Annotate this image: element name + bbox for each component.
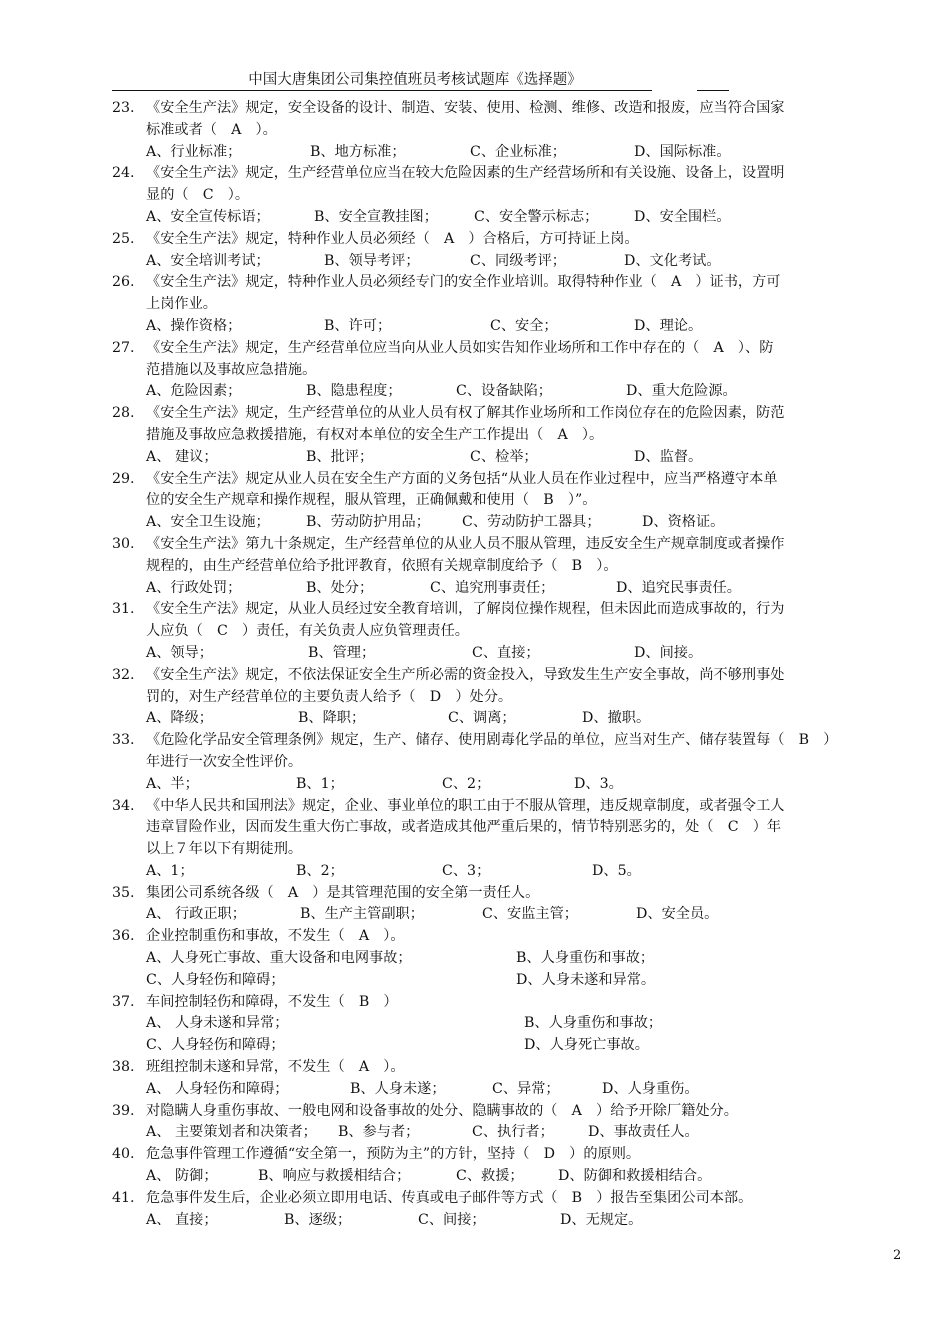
answer-option: C、同级考评； — [470, 252, 566, 269]
question-line — [112, 1057, 912, 1079]
answer-option: B、批评； — [306, 448, 374, 465]
question-number: 31. — [112, 601, 135, 618]
answer-option: B、处分； — [306, 579, 374, 596]
answer-option: C、安监主管； — [482, 906, 578, 923]
answer-option: B、安全宣教挂图； — [314, 208, 438, 225]
answer-option: A、 人身未遂和异常； — [146, 1015, 289, 1032]
question-line — [112, 1101, 912, 1123]
options-row — [112, 861, 912, 883]
answer-option: C、异常； — [492, 1080, 560, 1097]
answer-option: A、半； — [146, 775, 199, 792]
question-line — [112, 687, 912, 709]
answer-option: D、安全员。 — [636, 906, 719, 923]
answer-option: A、危险因素； — [146, 383, 242, 400]
question-item — [112, 272, 912, 337]
answer-option: B、生产主管副职； — [300, 906, 424, 923]
answer-option: C、安全； — [490, 317, 558, 334]
question-number: 33. — [112, 732, 135, 749]
question-number: 27. — [112, 339, 135, 356]
question-item — [112, 992, 912, 1057]
answer-option: D、人身未遂和异常。 — [516, 971, 656, 988]
answer-option: D、防御和救援相结合。 — [558, 1168, 712, 1185]
answer-option: D、安全围栏。 — [634, 208, 731, 225]
answer-option: D、文化考试。 — [624, 252, 721, 269]
options-row — [112, 447, 912, 469]
answer-option: D、撤职。 — [582, 710, 651, 727]
answer-option: C、劳动防护工器具； — [462, 514, 601, 531]
question-text: 人应负（ C ）责任，有关负责人应负管理责任。 — [146, 623, 469, 640]
question-item — [112, 599, 912, 664]
question-number: 35. — [112, 884, 135, 901]
answer-option: B、地方标准； — [310, 143, 406, 160]
question-number: 26. — [112, 274, 135, 291]
answer-option: D、5。 — [592, 862, 641, 879]
question-item — [112, 1188, 912, 1232]
question-number: 34. — [112, 797, 135, 814]
question-list — [112, 98, 912, 1231]
options-row — [112, 774, 912, 796]
question-text: 车间控制轻伤和障碍，不发生（ B ） — [146, 993, 398, 1010]
page-number: 2 — [893, 1248, 902, 1263]
question-line — [112, 1144, 912, 1166]
question-line — [112, 752, 912, 774]
page-header — [112, 68, 718, 92]
question-line — [112, 294, 912, 316]
answer-option: A、1； — [146, 862, 194, 879]
answer-option: A、行政处罚； — [146, 579, 242, 596]
answer-option: A、 人身轻伤和障碍； — [146, 1080, 289, 1097]
options-row — [112, 142, 912, 164]
question-number: 29. — [112, 470, 135, 487]
question-line — [112, 185, 912, 207]
question-item — [112, 796, 912, 883]
question-text: 措施及事故应急救援措施，有权对本单位的安全生产工作提出（ A ）。 — [146, 426, 604, 443]
answer-option: A、 建议； — [146, 448, 218, 465]
question-line — [112, 163, 912, 185]
options-row — [112, 251, 912, 273]
question-number: 24. — [112, 165, 135, 182]
question-line — [112, 883, 912, 905]
options-row — [112, 512, 912, 534]
question-text: 《危险化学品安全管理条例》规定，生产、储存、使用剧毒化学品的单位，应当对生产、储存装置每（ B ） — [146, 732, 838, 749]
answer-option: D、3。 — [574, 775, 623, 792]
options-row — [112, 643, 912, 665]
answer-option: D、重大危险源。 — [626, 383, 737, 400]
question-line — [112, 98, 912, 120]
question-line — [112, 534, 912, 556]
answer-option: B、隐患程度； — [306, 383, 402, 400]
answer-option: A、安全培训考试； — [146, 252, 270, 269]
header-rule — [112, 90, 652, 91]
answer-option: B、1； — [296, 775, 344, 792]
answer-option: C、设备缺陷； — [456, 383, 552, 400]
answer-option: B、劳动防护用品； — [306, 514, 430, 531]
question-line — [112, 556, 912, 578]
question-line — [112, 120, 912, 142]
question-text: 《安全生产法》第九十条规定，生产经营单位的从业人员不服从管理，违反安全生产规章制度或者操作 — [146, 535, 785, 552]
question-text: 班组控制未遂和异常，不发生（ A ）。 — [146, 1059, 405, 1076]
question-text: 《安全生产法》规定，特种作业人员必须经（ A ）合格后，方可持证上岗。 — [146, 230, 639, 247]
question-line — [112, 599, 912, 621]
question-text: 《安全生产法》规定，安全设备的设计、制造、安装、使用、检测、维修、改造和报废，应当符合国家 — [146, 100, 785, 116]
answer-option: A、降级； — [146, 710, 213, 727]
options-row — [112, 1013, 912, 1035]
answer-option: A、安全卫生设施； — [146, 514, 270, 531]
options-row — [112, 316, 912, 338]
question-line — [112, 469, 912, 491]
question-text: 范措施以及事故应急措施。 — [146, 361, 317, 378]
question-line — [112, 796, 912, 818]
question-line — [112, 926, 912, 948]
options-row — [112, 1166, 912, 1188]
question-number: 41. — [112, 1189, 135, 1206]
options-row — [112, 207, 912, 229]
answer-option: C、直接； — [472, 644, 540, 661]
question-text: 《中华人民共和国刑法》规定，企业、事业单位的职工由于不服从管理，违反规章制度，或者强令工人 — [146, 797, 785, 814]
question-line — [112, 621, 912, 643]
answer-option: D、国际标准。 — [634, 143, 731, 160]
question-item — [112, 338, 912, 403]
question-number: 39. — [112, 1102, 135, 1119]
answer-option: C、企业标准； — [470, 143, 566, 160]
question-number: 23. — [112, 100, 135, 116]
answer-option: C、2； — [442, 775, 491, 792]
answer-option: C、间接； — [418, 1211, 486, 1228]
question-text: 位的安全生产规章和操作规程，服从管理，正确佩戴和使用（ B ）”。 — [146, 492, 597, 509]
question-text: 《安全生产法》规定，特种作业人员必须经专门的安全作业培训。取得特种作业（ A ）证书，方可 — [146, 274, 781, 291]
question-number: 32. — [112, 666, 135, 683]
question-text: 规程的，由生产经营单位给予批评教育，依照有关规章制度给予（ B ）。 — [146, 557, 618, 574]
answer-option: C、检举； — [470, 448, 538, 465]
answer-option: A、 防御； — [146, 1168, 218, 1185]
question-line — [112, 425, 912, 447]
question-item — [112, 229, 912, 273]
question-text: 年进行一次安全性评价。 — [146, 753, 303, 770]
question-text: 《安全生产法》规定，生产经营单位的从业人员有权了解其作业场所和工作岗位存在的危险因素，防范 — [146, 405, 785, 422]
question-item — [112, 926, 912, 991]
question-text: 对隐瞒人身重伤事故、一般电网和设备事故的处分、隐瞒事故的（ A ）给予开除厂籍处分。 — [146, 1102, 738, 1119]
answer-option: C、人身轻伤和障碍； — [146, 1037, 285, 1054]
answer-option: D、事故责任人。 — [588, 1124, 699, 1141]
options-row — [112, 948, 912, 970]
question-number: 36. — [112, 928, 135, 945]
answer-option: B、人身重伤和事故； — [516, 950, 655, 967]
question-text: 《安全生产法》规定，从业人员经过安全教育培训，了解岗位操作规程，但未因此而造成事故的，行为 — [146, 601, 785, 618]
question-line — [112, 403, 912, 425]
question-text: 违章冒险作业，因而发生重大伤亡事故，或者造成其他严重后果的，情节特别恶劣的，处（ C ）年 — [146, 819, 782, 836]
answer-option: A、 行政正职； — [146, 906, 246, 923]
question-text: 危急事件发生后，企业必须立即用电话、传真或电子邮件等方式（ B ）报告至集团公司本部。 — [146, 1189, 753, 1206]
question-text: 企业控制重伤和事故，不发生（ A ）。 — [146, 928, 405, 945]
answer-option: A、 主要策划者和决策者； — [146, 1124, 317, 1141]
question-text: 危急事件管理工作遵循“安全第一，预防为主”的方针，坚持（ D ）的原则。 — [146, 1146, 641, 1163]
question-number: 40. — [112, 1146, 135, 1163]
answer-option: A、人身死亡事故、重大设备和电网事故； — [146, 950, 412, 967]
question-line — [112, 272, 912, 294]
answer-option: D、资格证。 — [642, 514, 725, 531]
answer-option: B、2； — [296, 862, 344, 879]
question-text: 《安全生产法》规定从业人员在安全生产方面的义务包括“从业人员在作业过程中，应当严格遵守本单 — [146, 470, 778, 487]
answer-option: B、逐级； — [284, 1211, 352, 1228]
question-text: 显的（ C ）。 — [146, 187, 250, 204]
options-row — [112, 904, 912, 926]
answer-option: C、救援； — [456, 1168, 524, 1185]
options-row — [112, 970, 912, 992]
question-text: 罚的，对生产经营单位的主要负责人给予（ D ）处分。 — [146, 688, 513, 705]
options-row — [112, 1122, 912, 1144]
question-line — [112, 730, 912, 752]
question-number: 38. — [112, 1059, 135, 1076]
answer-option: D、人身重伤。 — [602, 1080, 699, 1097]
question-item — [112, 665, 912, 730]
answer-option: B、降职； — [298, 710, 366, 727]
question-item — [112, 98, 912, 163]
answer-option: D、监督。 — [634, 448, 703, 465]
header-rule-short — [697, 90, 729, 91]
answer-option: B、人身未遂； — [350, 1080, 446, 1097]
question-line — [112, 229, 912, 251]
question-item — [112, 163, 912, 228]
question-number: 30. — [112, 535, 135, 552]
question-text: 《安全生产法》规定，生产经营单位应当向从业人员如实告知作业场所和工作中存在的（ A ）、防 — [146, 339, 774, 356]
question-text: 集团公司系统各级（ A ）是其管理范围的安全第一责任人。 — [146, 884, 540, 901]
answer-option: C、调离； — [448, 710, 516, 727]
question-item — [112, 534, 912, 599]
question-line — [112, 839, 912, 861]
answer-option: C、安全警示标志； — [474, 208, 599, 225]
question-item — [112, 730, 912, 795]
question-line — [112, 665, 912, 687]
question-line — [112, 817, 912, 839]
answer-option: B、人身重伤和事故； — [524, 1015, 663, 1032]
question-item — [112, 469, 912, 534]
answer-option: B、许可； — [324, 317, 392, 334]
answer-option: C、人身轻伤和障碍； — [146, 971, 285, 988]
question-item — [112, 1101, 912, 1145]
options-row — [112, 578, 912, 600]
answer-option: D、人身死亡事故。 — [524, 1037, 649, 1054]
options-row — [112, 381, 912, 403]
question-number: 25. — [112, 230, 135, 247]
options-row — [112, 1079, 912, 1101]
header-title: 中国大唐集团公司集控值班员考核试题库《选择题》 — [248, 72, 582, 88]
answer-option: C、3； — [442, 862, 491, 879]
answer-option: C、追究刑事责任； — [430, 579, 555, 596]
answer-option: D、无规定。 — [560, 1211, 643, 1228]
options-row — [112, 1035, 912, 1057]
question-line — [112, 1188, 912, 1210]
question-text: 《安全生产法》规定，生产经营单位应当在较大危险因素的生产经营场所和有关设施、设备上，设置明 — [146, 165, 785, 182]
question-number: 28. — [112, 405, 135, 422]
answer-option: D、理论。 — [634, 317, 703, 334]
question-line — [112, 992, 912, 1014]
answer-option: A、操作资格； — [146, 317, 242, 334]
question-item — [112, 1057, 912, 1101]
question-line — [112, 338, 912, 360]
question-line — [112, 360, 912, 382]
question-number: 37. — [112, 993, 135, 1010]
question-text: 以上７年以下有期徒刑。 — [146, 841, 303, 858]
question-item — [112, 403, 912, 468]
answer-option: B、响应与救援相结合； — [258, 1168, 411, 1185]
question-item — [112, 1144, 912, 1188]
answer-option: B、领导考评； — [324, 252, 420, 269]
answer-option: A、行业标准； — [146, 143, 242, 160]
question-item — [112, 883, 912, 927]
answer-option: A、 直接； — [146, 1211, 218, 1228]
answer-option: D、追究民事责任。 — [616, 579, 741, 596]
question-line — [112, 490, 912, 512]
options-row — [112, 1210, 912, 1232]
answer-option: A、领导； — [146, 644, 213, 661]
answer-option: C、执行者； — [472, 1124, 554, 1141]
question-text: 《安全生产法》规定，不依法保证安全生产所必需的资金投入，导致发生生产安全事故，尚不够刑事处 — [146, 666, 785, 683]
options-row — [112, 708, 912, 730]
answer-option: A、安全宣传标语； — [146, 208, 270, 225]
question-text: 标准或者（ A ）。 — [146, 121, 277, 138]
answer-option: B、参与者； — [338, 1124, 420, 1141]
answer-option: D、间接。 — [634, 644, 703, 661]
question-text: 上岗作业。 — [146, 296, 217, 313]
answer-option: B、管理； — [308, 644, 376, 661]
